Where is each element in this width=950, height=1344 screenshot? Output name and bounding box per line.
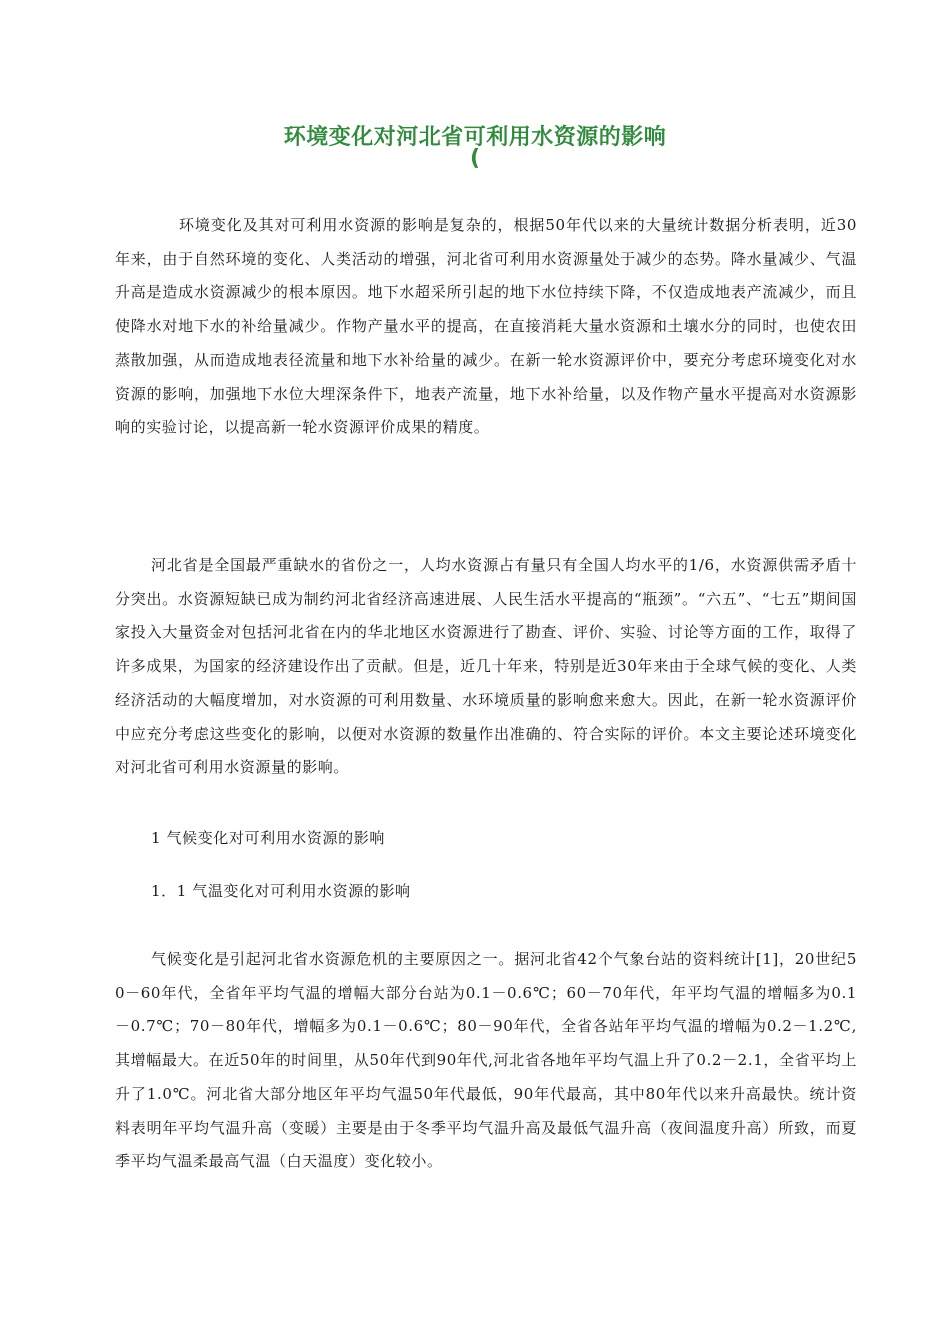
section-heading-1: 1 气候变化对可利用水资源的影响 [151, 829, 385, 847]
document-title: 环境变化对河北省可利用水资源的影响 [283, 125, 667, 150]
title-parenthesis: ( [469, 146, 481, 171]
subsection-heading-1-1: 1．1 气温变化对可利用水资源的影响 [151, 882, 411, 900]
intro-paragraph: 河北省是全国最严重缺水的省份之一，人均水资源占有量只有全国人均水平的1/6，水资源供需矛盾十分突出。水资源短缺已成为制约河北省经济高速进展、人民生活水平提高的“瓶颈”。“六五”、“七五”期间国家投入大量资金对包括河北省在内的华北地区水资源进行了勘查、评价、实验、讨论等方面的工作，取得了许多成果，为国家的经济建设作出了贡献。但是，近几十年来，特别是近30年来由于全球气候的变化、人类经济活动的大幅度增加，对水资源的可利用数量、水环境质量的影响愈来愈大。因此，在新一轮水资源评价中应充分考虑这些变化的影响，以便对水资源的数量作出准确的、符合实际的评价。本文主要论述环境变化对河北省可利用水资源量的影响。 [115, 556, 857, 777]
climate-paragraph: 气候变化是引起河北省水资源危机的主要原因之一。据河北省42个气象台站的资料统计[1]，20世纪50－60年代，全省年平均气温的增幅大部分台站为0.1－0.6℃；60－70年代，年平均气温的增幅多为0.1－0.7℃；70－80年代，增幅多为0.1－0.6℃；80－90年代，全省各站年平均气温的增幅为0.2－1.2℃,其增幅最大。在近50年的时间里，从50年代到90年代,河北省各地年平均气温上升了0.2－2.1，全省平均上升了1.0℃。河北省大部分地区年平均气温50年代最低，90年代最高，其中80年代以来升高最快。统计资料表明年平均气温升高（变暖）主要是由于冬季平均气温升高及最低气温升高（夜间温度升高）所致，而夏季平均气温柔最高气温（白天温度）变化较小。 [115, 950, 857, 1171]
abstract-paragraph: 环境变化及其对可利用水资源的影响是复杂的，根据50年代以来的大量统计数据分析表明，近30年来，由于自然环境的变化、人类活动的增强，河北省可利用水资源量处于减少的态势。降水量减少、气温升高是造成水资源减少的根本原因。地下水超采所引起的地下水位持续下降，不仅造成地表产流减少，而且使降水对地下水的补给量减少。作物产量水平的提高，在直接消耗大量水资源和土壤水分的同时，也使农田蒸散加强，从而造成地表径流量和地下水补给量的减少。在新一轮水资源评价中，要充分考虑环境变化对水资源的影响，加强地下水位大埋深条件下，地表产流量，地下水补给量，以及作物产量水平提高对水资源影响的实验讨论，以提高新一轮水资源评价成果的精度。 [115, 216, 857, 437]
